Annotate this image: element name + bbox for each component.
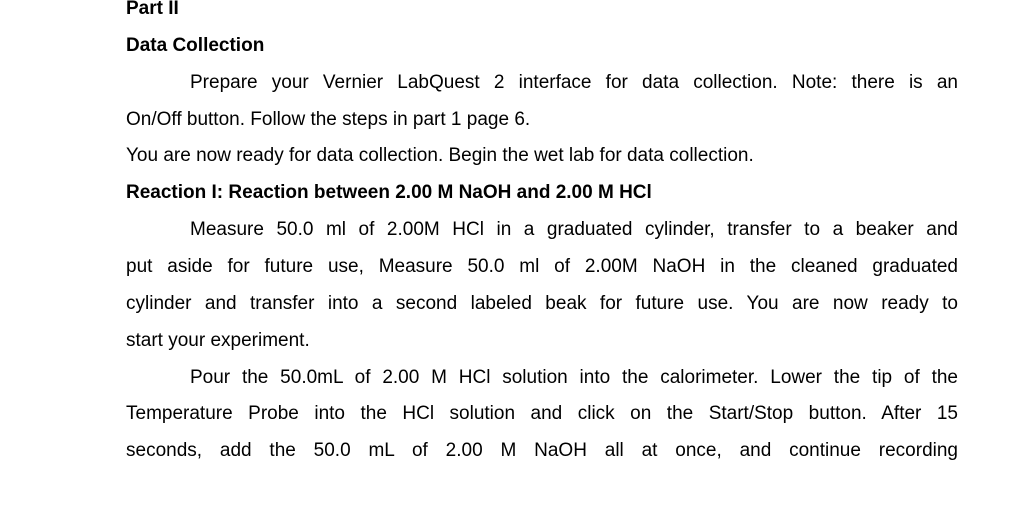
pour-paragraph-line-3: seconds, add the 50.0 mL of 2.00 M NaOH all at once, and continue recording	[126, 440, 958, 461]
reaction-heading: Reaction I: Reaction between 2.00 M NaOH and 2.00 M HCl	[126, 182, 652, 203]
measure-paragraph-line-3: cylinder and transfer into a second labeled beak for future use. You are now ready to	[126, 293, 958, 314]
measure-paragraph-line-1: Measure 50.0 ml of 2.00M HCl in a graduated cylinder, transfer to a beaker and	[190, 219, 958, 240]
intro-paragraph-line-1: Prepare your Vernier LabQuest 2 interface for data collection. Note: there is an	[190, 72, 958, 93]
measure-paragraph-line-4: start your experiment.	[126, 330, 310, 351]
intro-paragraph-line-2: On/Off button. Follow the steps in part 1 page 6.	[126, 109, 531, 130]
ready-line: You are now ready for data collection. Begin the wet lab for data collection.	[126, 145, 754, 166]
section-heading: Data Collection	[126, 35, 265, 56]
part-heading: Part II	[126, 0, 179, 19]
measure-paragraph-line-2: put aside for future use, Measure 50.0 ml of 2.00M NaOH in the cleaned graduated	[126, 256, 958, 277]
pour-paragraph-line-1: Pour the 50.0mL of 2.00 M HCl solution into the calorimeter. Lower the tip of the	[190, 367, 958, 388]
pour-paragraph-line-2: Temperature Probe into the HCl solution and click on the Start/Stop button. After 15	[126, 403, 958, 424]
